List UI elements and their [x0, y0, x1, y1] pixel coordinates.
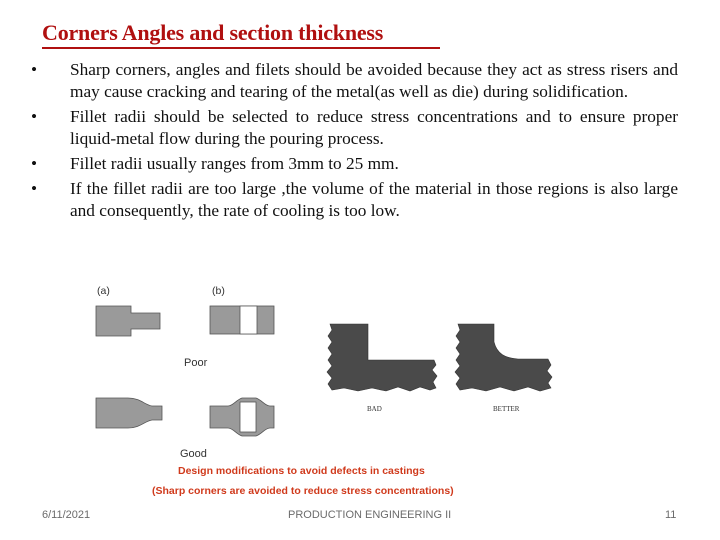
bullet-text: Fillet radii should be selected to reduce stress concentrations and to ensure proper liquid-metal flow during the pouring process.	[70, 107, 678, 148]
slide-title: Corners Angles and section thickness	[42, 20, 384, 45]
good-filleted-bar	[96, 398, 162, 428]
label-poor: Poor	[184, 357, 208, 369]
footer-date: 6/11/2021	[42, 509, 91, 521]
label-b: (b)	[212, 285, 225, 297]
bullet-icon: •	[30, 154, 38, 173]
page-number: 11	[665, 509, 677, 521]
label-better: BETTER	[493, 405, 520, 413]
bullet-text: Fillet radii usually ranges from 3mm to 25 mm.	[70, 154, 399, 173]
good-cored-section	[210, 398, 274, 436]
poor-stepped-bar	[96, 306, 160, 336]
label-good: Good	[180, 448, 207, 460]
bullet-text: Sharp corners, angles and filets should be avoided because they act as stress risers and may cause cracking and tearing of the metal(as well as die) during solidification.	[70, 60, 678, 101]
caption-line-2: (Sharp corners are avoided to reduce stress concentrations)	[152, 485, 454, 497]
bullet-icon: •	[30, 107, 38, 126]
bad-sharp-corner-shape	[327, 324, 437, 391]
poor-hot-spot-section	[210, 306, 274, 334]
bullet-icon: •	[30, 179, 38, 198]
label-bad: BAD	[367, 405, 382, 413]
bullet-icon: •	[30, 60, 38, 79]
bullet-text: If the fillet radii are too large ,the volume of the material in those regions is also large and consequently, the rate of cooling is too low.	[70, 179, 678, 220]
label-a: (a)	[97, 285, 110, 297]
footer-title: PRODUCTION ENGINEERING II	[288, 509, 452, 521]
caption-line-1: Design modifications to avoid defects in castings	[178, 465, 425, 477]
better-filleted-corner-shape	[455, 324, 552, 391]
